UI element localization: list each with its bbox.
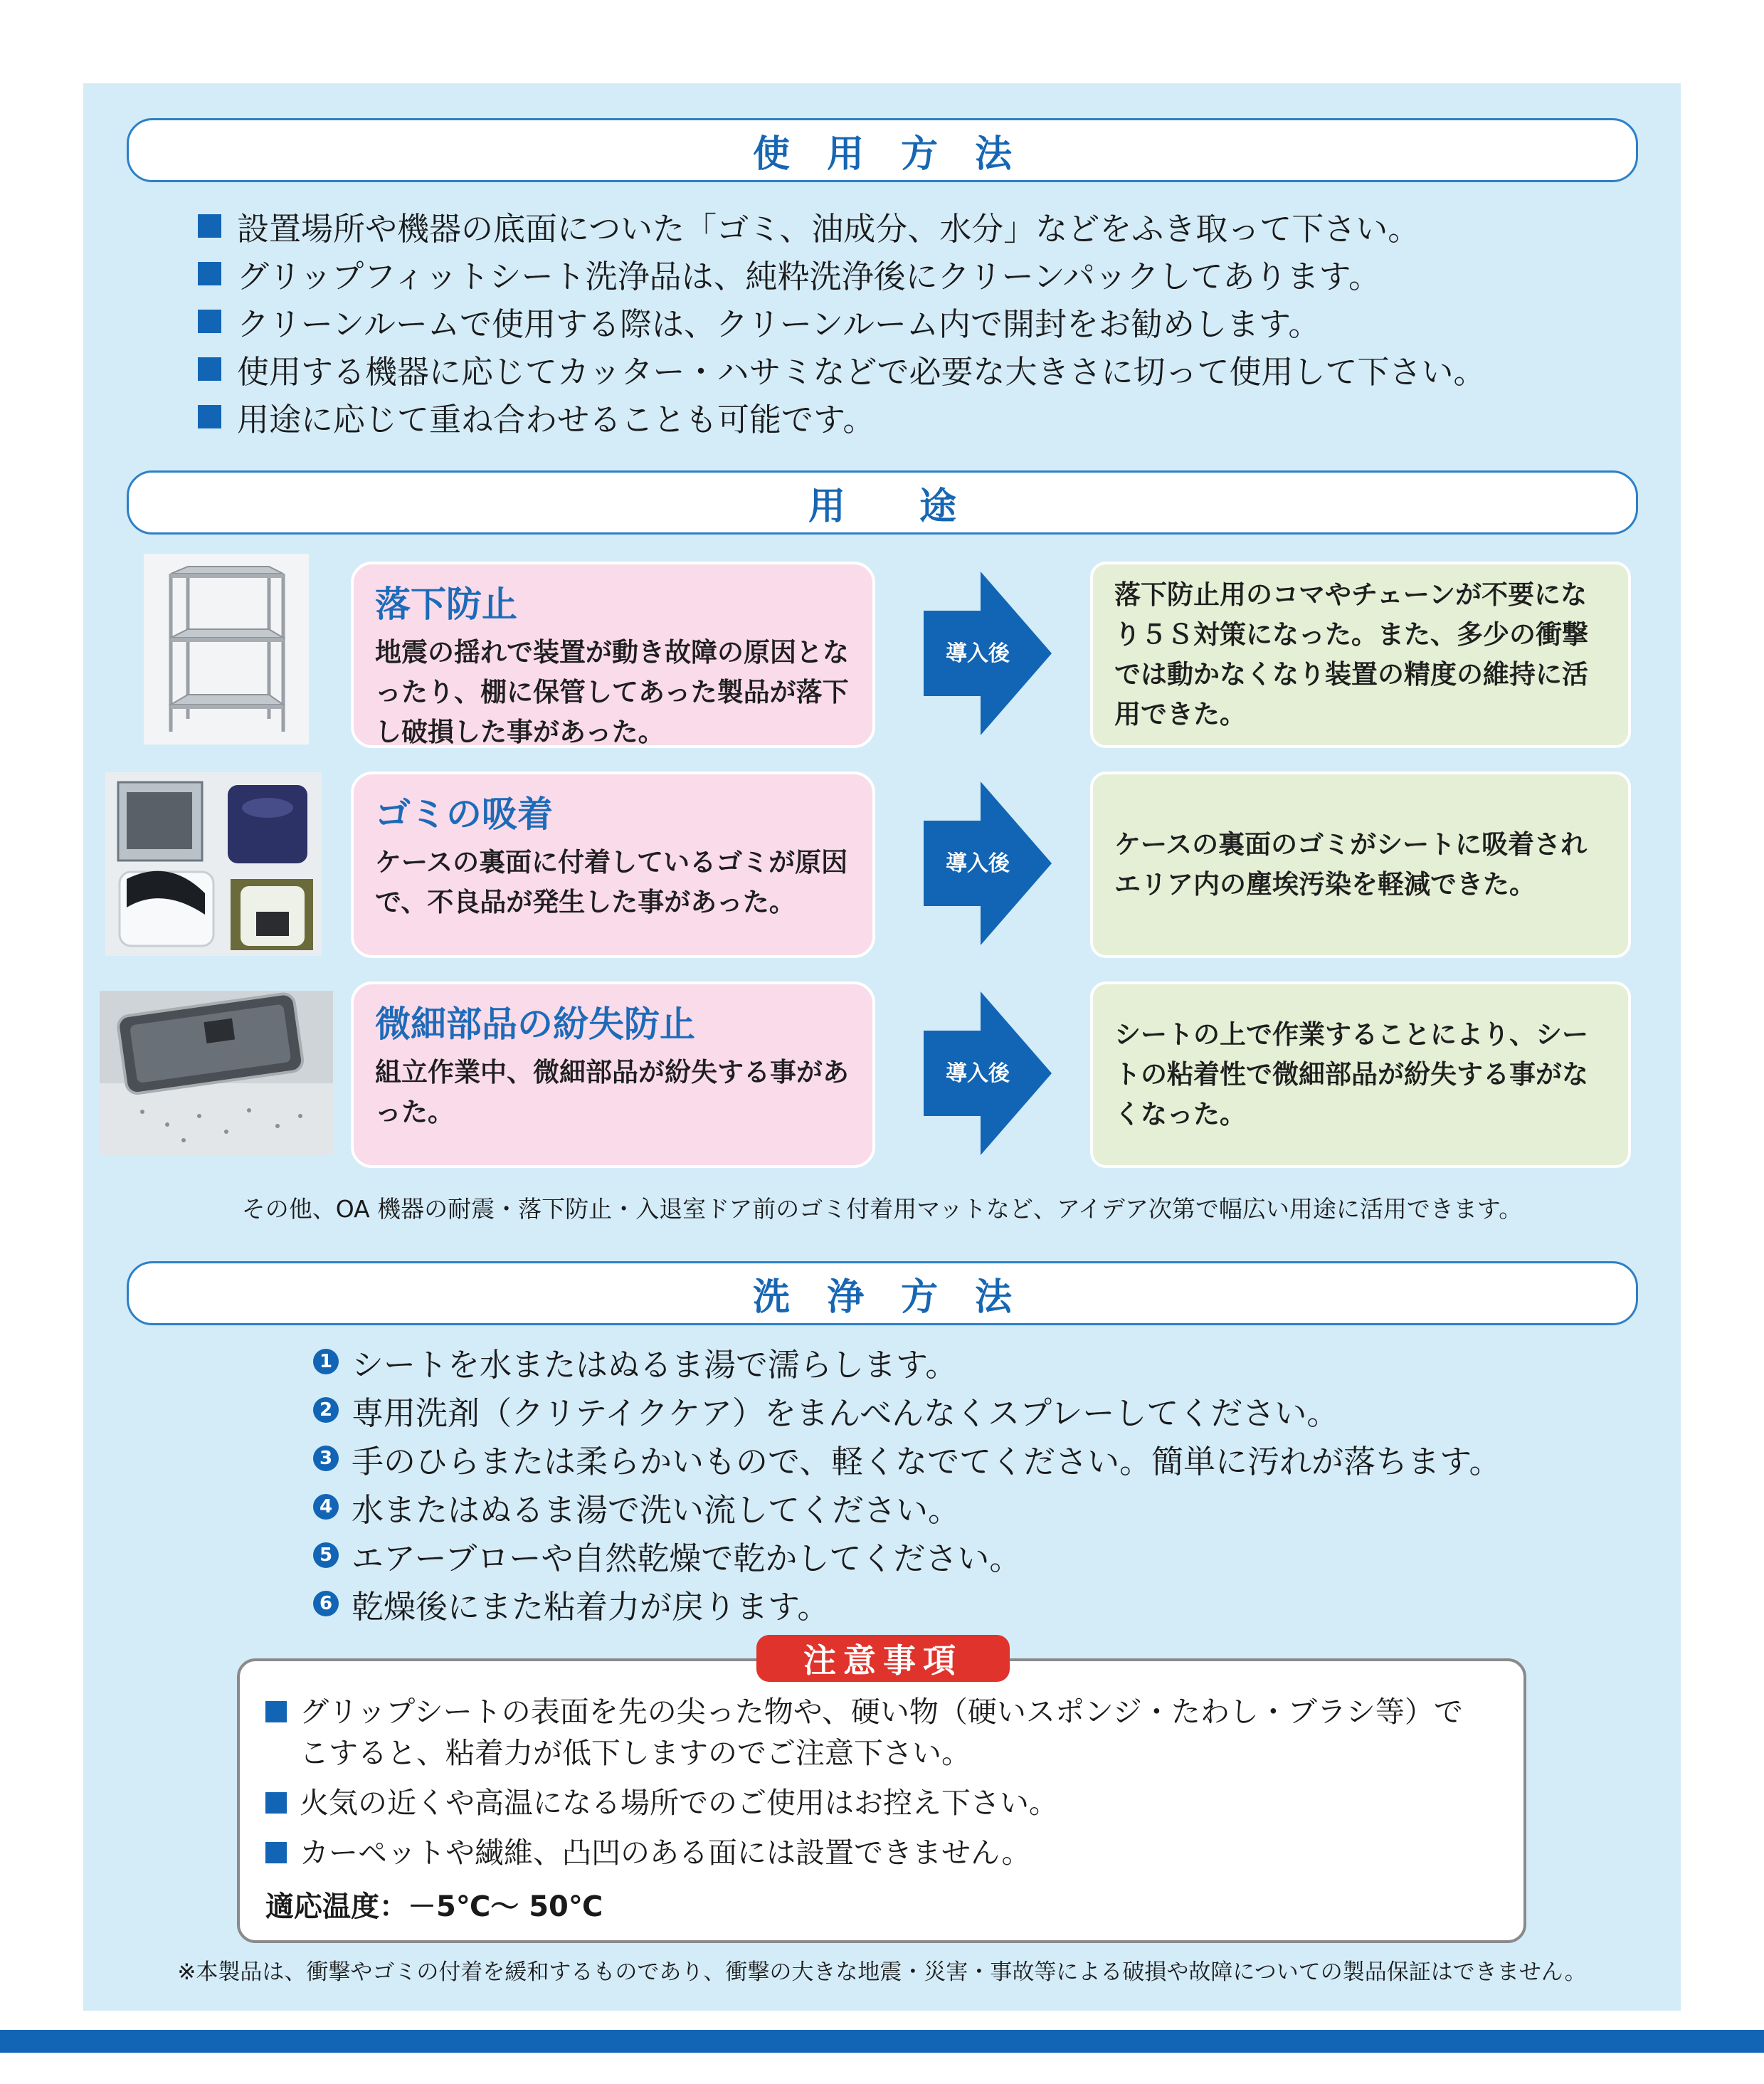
cleaning-step: 4 水またはぬるま湯で洗い流してください。	[313, 1483, 1501, 1531]
usage-item: 使用する機器に応じてカッター・ハサミなどで必要な大きさに切って使用して下さい。	[198, 345, 1486, 393]
case-problem-text: 地震の揺れで装置が動き故障の原因となったり、棚に保管してあった製品が落下し破損した事があった。	[375, 637, 849, 747]
usage-title: 使 用 方 法	[752, 132, 1012, 176]
case-result-text: ケースの裏面のゴミがシートに吸着されエリア内の塵埃汚染を軽減できた。	[1114, 829, 1588, 900]
caution-item: 火気の近くや高温になる場所でのご使用はお控え下さい。	[265, 1782, 1463, 1824]
step-number-icon: 3	[313, 1446, 339, 1471]
step-number-icon: 6	[313, 1591, 339, 1616]
cleaning-step: 2 専用洗剤（クリテイクケア）をまんべんなくスプレーしてください。	[313, 1386, 1501, 1434]
shelf-photo	[144, 554, 309, 744]
square-bullet-icon	[198, 310, 221, 333]
caution-item: カーペットや繊維、凸凹のある面には設置できません。	[265, 1832, 1463, 1873]
square-bullet-icon	[198, 262, 221, 285]
applications-title: 用 途	[808, 485, 956, 528]
arrow-label: 導入後	[946, 1061, 1010, 1086]
square-bullet-icon	[265, 1842, 287, 1863]
case-result-text: シートの上で作業することにより、シートの粘着性で微細部品が紛失する事がなくなった。	[1114, 1019, 1588, 1130]
cleaning-section-header	[127, 1261, 1638, 1325]
usage-item: グリップフィットシート洗浄品は、純粋洗浄後にクリーンパックしてあります。	[198, 250, 1486, 298]
cleaning-steps	[313, 1337, 1501, 1628]
cleaning-step: 6 乾燥後にまた粘着力が戻ります。	[313, 1579, 1501, 1628]
step-number-icon: 5	[313, 1542, 339, 1568]
footnote: ※本製品は、衝撃やゴミの付着を緩和するものであり、衝撃の大きな地震・災害・事故等による破損や故障についての製品保証はできません。	[177, 1959, 1587, 1985]
case-problem-box	[351, 562, 875, 748]
caution-item: グリップシートの表面を先の尖った物や、硬い物（硬いスポンジ・たわし・ブラシ等）で こすると、粘着力が低下しますのでご注意下さい。	[265, 1691, 1463, 1774]
cleaning-step: 3 手のひらまたは柔らかいもので、軽くなでてください。簡単に汚れが落ちます。	[313, 1434, 1501, 1483]
square-bullet-icon	[265, 1792, 287, 1814]
square-bullet-icon	[198, 405, 221, 428]
after-introduction-arrow-icon	[924, 991, 1052, 1155]
usage-section-header	[127, 118, 1638, 182]
step-number-icon: 4	[313, 1494, 339, 1520]
case-result-box	[1090, 982, 1631, 1168]
cleaning-title: 洗 浄 方 法	[752, 1275, 1012, 1319]
case-title: 落下防止	[375, 584, 517, 625]
case-problem-text: 組立作業中、微細部品が紛失する事があった。	[375, 1057, 849, 1127]
case-result-box	[1090, 772, 1631, 958]
caution-tab	[756, 1635, 1010, 1682]
after-introduction-arrow-icon	[924, 782, 1052, 945]
bottom-bar	[0, 2030, 1764, 2053]
arrow-label: 導入後	[946, 851, 1010, 876]
case-title: 微細部品の紛失防止	[375, 1004, 695, 1045]
usage-item: クリーンルームで使用する際は、クリーンルーム内で開封をお勧めします。	[198, 298, 1486, 345]
caution-list	[265, 1691, 1463, 1882]
square-bullet-icon	[198, 214, 221, 238]
usage-item: 用途に応じて重ね合わせることも可能です。	[198, 393, 1486, 441]
caution-title: 注意事項	[803, 1641, 963, 1680]
arrow-label: 導入後	[946, 641, 1010, 666]
step-number-icon: 1	[313, 1349, 339, 1374]
cleaning-step: 1 シートを水またはぬるま湯で濡らします。	[313, 1337, 1501, 1386]
case-title: ゴミの吸着	[375, 794, 553, 835]
usage-list	[198, 202, 1486, 441]
case-problem-box	[351, 772, 875, 958]
case-result-box	[1090, 562, 1631, 748]
square-bullet-icon	[198, 357, 221, 381]
applications-note: その他、OA 機器の耐震・落下防止・入退室ドア前のゴミ付着用マットなど、アイデア次第で幅広い用途に活用できます。	[241, 1195, 1523, 1223]
applications-section-header	[127, 470, 1638, 535]
case-problem-box	[351, 982, 875, 1168]
cases-photo	[105, 772, 322, 956]
after-introduction-arrow-icon	[924, 572, 1052, 735]
case-result-text: 落下防止用のコマやチェーンが不要になり５Ｓ対策になった。また、多少の衝撃では動かなくなり装置の精度の維持に活用できた。	[1114, 579, 1588, 730]
usage-item: 設置場所や機器の底面についた「ゴミ、油成分、水分」などをふき取って下さい。	[198, 202, 1486, 250]
square-bullet-icon	[265, 1701, 287, 1722]
parts-photo	[100, 991, 333, 1156]
step-number-icon: 2	[313, 1397, 339, 1423]
cleaning-step: 5 エアーブローや自然乾燥で乾かしてください。	[313, 1531, 1501, 1579]
operating-temperature: 適応温度：－5℃～ 50℃	[265, 1890, 603, 1923]
case-problem-text: ケースの裏面に付着しているゴミが原因で、不良品が発生した事があった。	[375, 847, 848, 917]
